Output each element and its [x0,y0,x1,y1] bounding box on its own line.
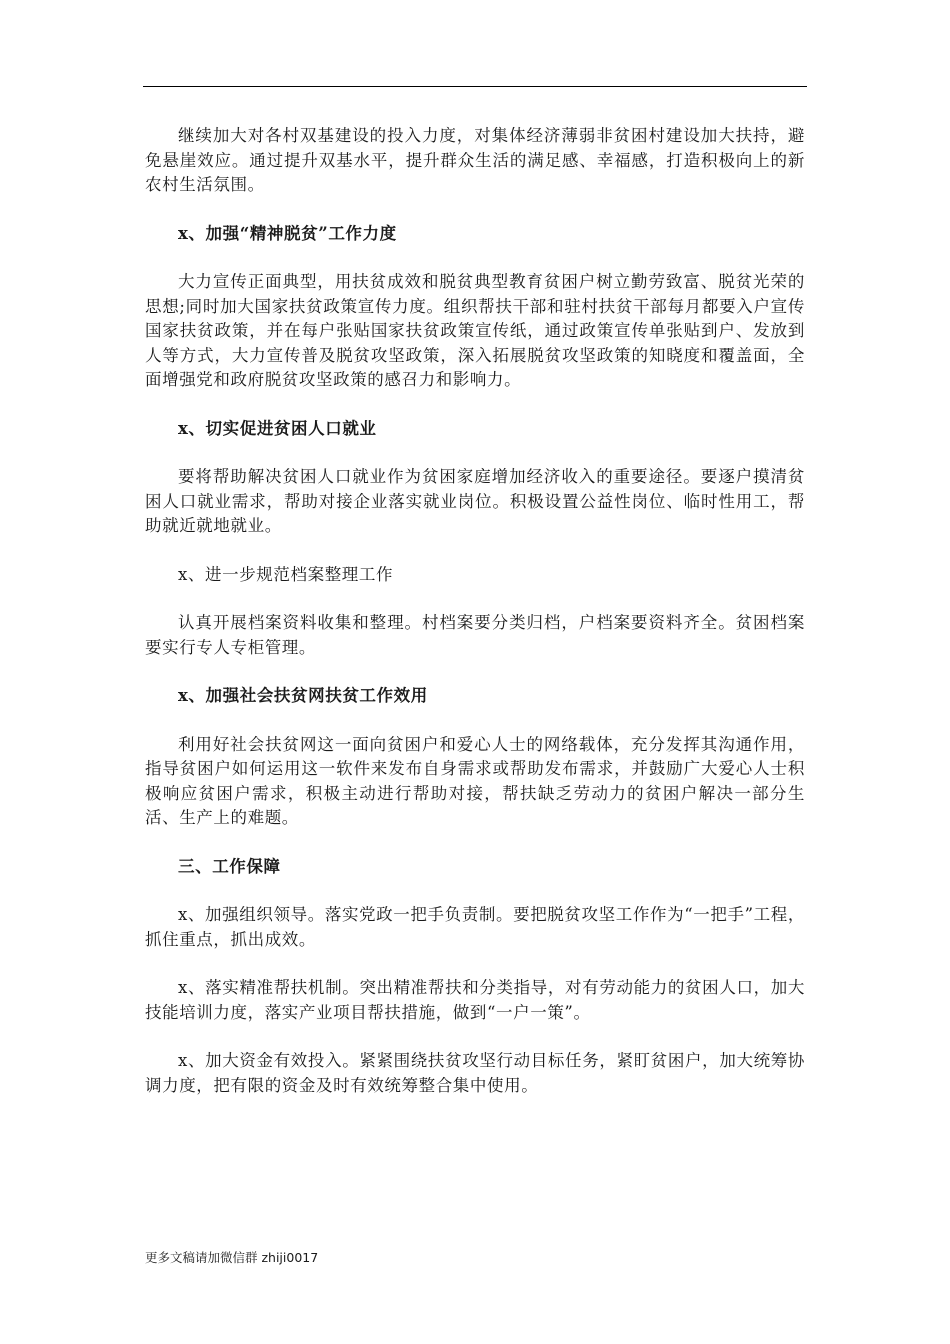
paragraph-funding-investment: x、加大资金有效投入。紧紧围绕扶贫攻坚行动目标任务，紧盯贫困户，加大统筹协调力度，把有限的资金及时有效统筹整合集中使用。 [145,1051,805,1095]
heading-work-guarantee: 三、工作保障 [178,856,281,876]
paragraph-social-network: 利用好社会扶贫网这一面向贫困户和爱心人士的网络载体，充分发挥其沟通作用，指导贫困户如何运用这一软件来发布自身需求或帮助发布需求，并鼓励广大爱心人士积极响应贫困户需求，积极主动进行帮助对接，帮扶缺乏劳动力的贫困户解决一部分生活、生产上的难题。 [145,734,805,827]
heading-spiritual-poverty: x、加强“精神脱贫”工作力度 [178,223,397,243]
heading-employment: x、切实促进贫困人口就业 [178,418,377,438]
paragraph-policy-publicity: 大力宣传正面典型，用扶贫成效和脱贫典型教育贫困户树立勤劳致富、脱贫光荣的思想;同时加大国家扶贫政策宣传力度。组织帮扶干部和驻村扶贫干部每月都要入户宣传国家扶贫政策，并在每户张贴国家扶贫政策宣传纸，通过政策宣传单张贴到户、发放到人等方式，大力宣传普及脱贫攻坚政策，深入拓展脱贫攻坚政策的知晓度和覆盖面，全面增强党和政府脱贫攻坚政策的感召力和影响力。 [145,272,805,389]
paragraph-organization-leadership: x、加强组织领导。落实党政一把手负责制。要把脱贫攻坚工作作为“一把手”工程，抓住重点，抓出成效。 [145,905,805,949]
document-body [145,124,805,1098]
paragraph-archives: 认真开展档案资料收集和整理。村档案要分类归档，户档案要资料齐全。贫困档案要实行专人专柜管理。 [145,613,805,657]
header-rule [143,86,807,87]
paragraph-precise-assistance: x、落实精准帮扶机制。突出精准帮扶和分类指导，对有劳动能力的贫困人口，加大技能培训力度，落实产业项目帮扶措施，做到“一户一策”。 [145,978,805,1022]
footer-note: 更多文稿请加微信群 zhiji0017 [145,1250,319,1265]
paragraph-basic-construction: 继续加大对各村双基建设的投入力度，对集体经济薄弱非贫困村建设加大扶持，避免悬崖效应。通过提升双基水平，提升群众生活的满足感、幸福感，打造积极向上的新农村生活氛围。 [145,126,805,194]
paragraph-employment: 要将帮助解决贫困人口就业作为贫困家庭增加经济收入的重要途径。要逐户摸清贫困人口就业需求，帮助对接企业落实就业岗位。积极设置公益性岗位、临时性用工，帮助就近就地就业。 [145,467,805,535]
heading-social-network: x、加强社会扶贫网扶贫工作效用 [178,686,428,705]
heading-archive-management: x、进一步规范档案整理工作 [178,564,394,584]
